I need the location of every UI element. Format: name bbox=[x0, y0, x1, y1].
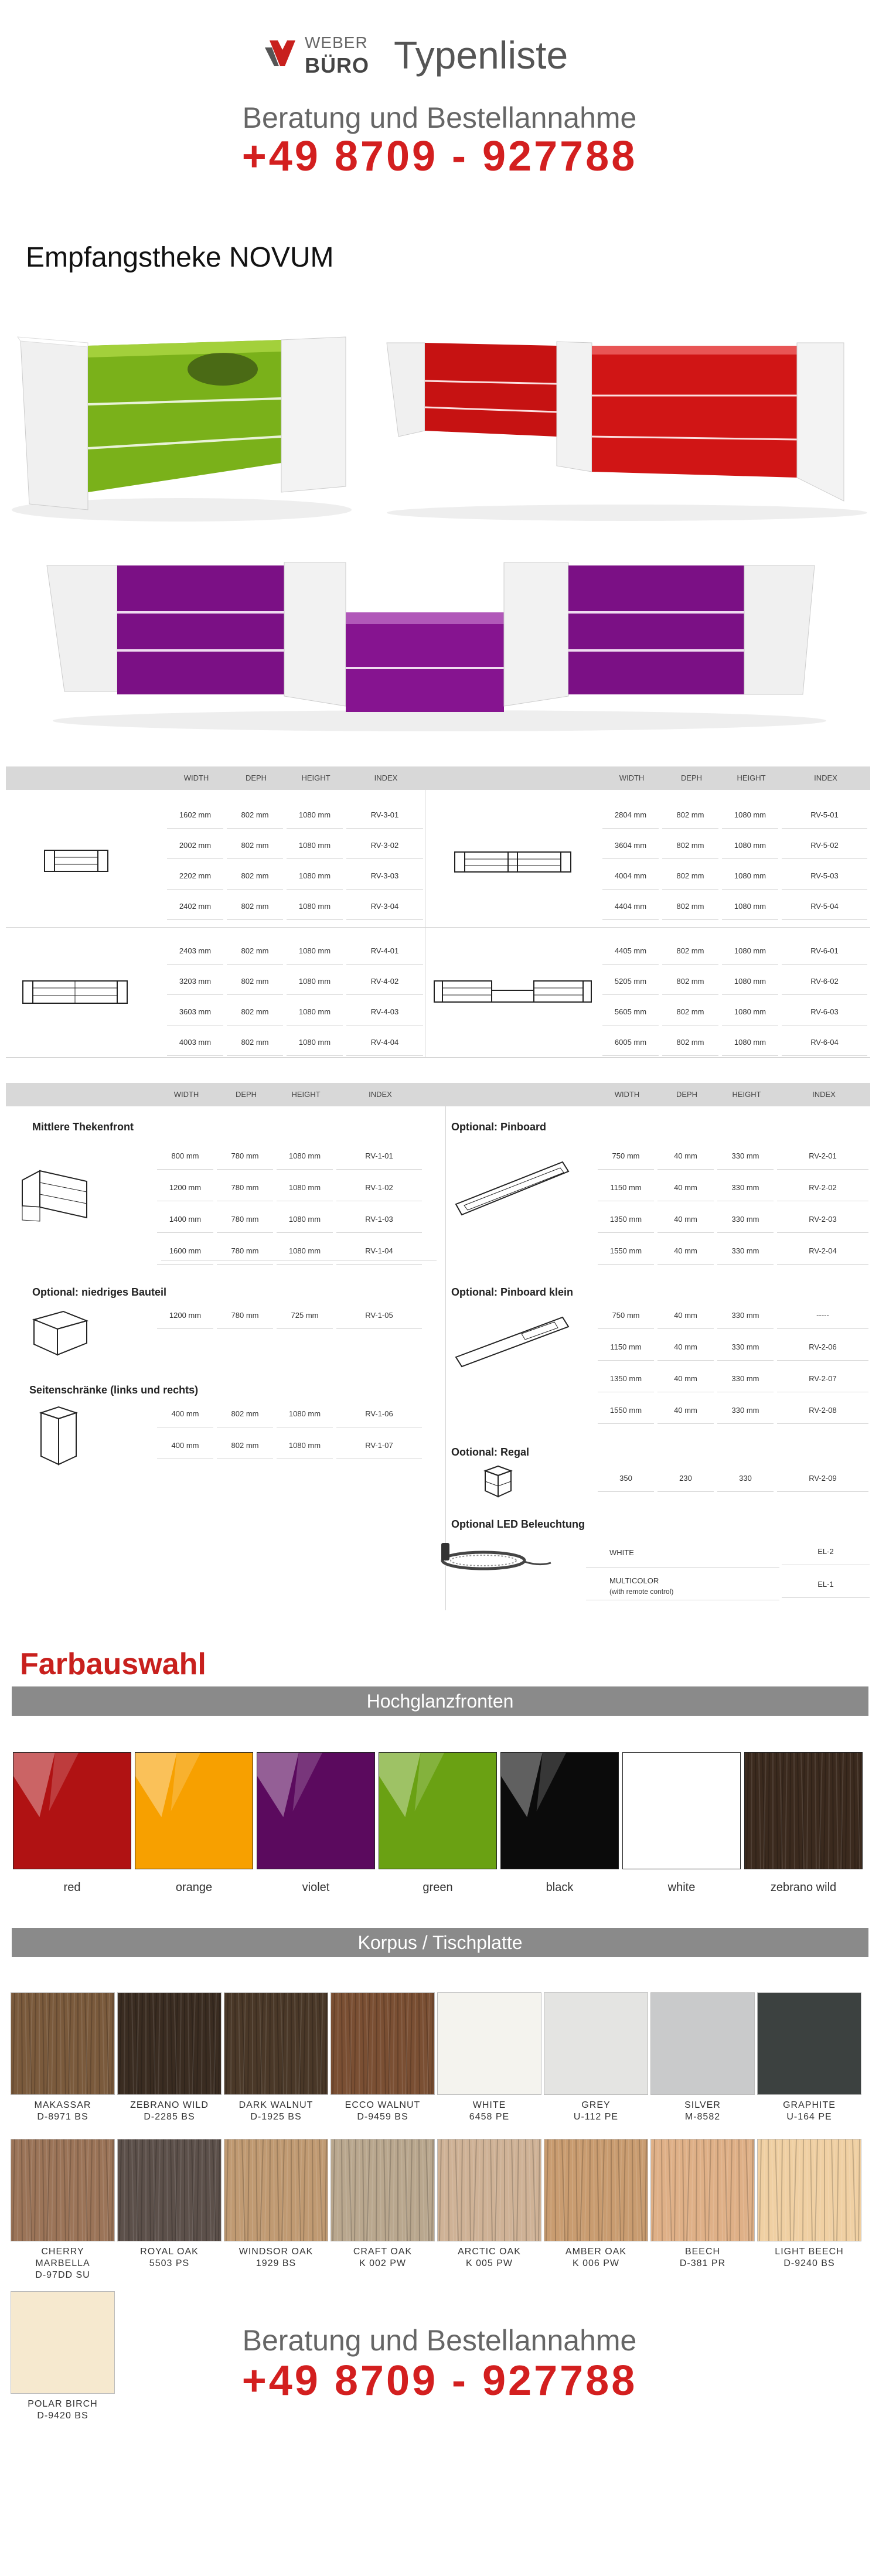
table-cell: 802 mm bbox=[227, 968, 283, 995]
korpus-swatch bbox=[11, 1992, 115, 2095]
table-cell: 3603 mm bbox=[167, 999, 223, 1025]
korpus-swatch bbox=[437, 2139, 541, 2241]
table-cell: 2402 mm bbox=[167, 893, 223, 920]
table-cell: 2804 mm bbox=[602, 802, 659, 829]
table-cell: 1080 mm bbox=[277, 1206, 333, 1233]
schematic-rv6-icon bbox=[434, 979, 592, 1004]
reception-desk-violet-image bbox=[41, 545, 838, 738]
table-cell: 4004 mm bbox=[602, 863, 659, 890]
korpus-swatch-label-line: AMBER OAK bbox=[565, 2247, 627, 2257]
reception-desk-red-image bbox=[381, 325, 873, 524]
table-cell: 780 mm bbox=[217, 1302, 273, 1329]
led-option-cell bbox=[586, 1538, 779, 1568]
korpus-swatch-label-line: D-9459 BS bbox=[357, 2112, 408, 2122]
led-option-name: WHITE bbox=[609, 1548, 634, 1557]
color-swatch-red bbox=[13, 1752, 131, 1869]
korpus-swatch bbox=[224, 1992, 328, 2095]
korpus-swatch bbox=[224, 2139, 328, 2241]
table-cell: 330 mm bbox=[717, 1334, 774, 1361]
table-cell: RV-2-07 bbox=[777, 1365, 868, 1392]
table-cell: 1602 mm bbox=[167, 802, 223, 829]
korpus-swatch-label bbox=[11, 2246, 115, 2281]
table-cell: RV-5-04 bbox=[782, 893, 867, 920]
low-module-icon bbox=[28, 1308, 93, 1361]
header-height: HEIGHT bbox=[301, 774, 331, 782]
table-cell: 1080 mm bbox=[722, 968, 778, 995]
table-cell: 230 bbox=[657, 1465, 714, 1492]
header-width: WIDTH bbox=[183, 774, 209, 782]
korpus-swatch-label-line: U-164 PE bbox=[786, 2112, 832, 2122]
table-cell: RV-1-01 bbox=[336, 1143, 422, 1170]
table-cell: 780 mm bbox=[217, 1206, 273, 1233]
table-cell: 802 mm bbox=[227, 938, 283, 965]
farbauswahl-title: Farbauswahl bbox=[20, 1647, 206, 1681]
korpus-swatch bbox=[11, 2139, 115, 2241]
reception-desk-green-image bbox=[6, 316, 357, 527]
table-cell: RV-3-01 bbox=[346, 802, 423, 829]
table-cell: 4404 mm bbox=[602, 893, 659, 920]
korpus-swatch-label-line: K 002 PW bbox=[359, 2258, 407, 2268]
led-option-sub: (with remote control) bbox=[609, 1587, 674, 1596]
table-cell: 5205 mm bbox=[602, 968, 659, 995]
led-strip-icon bbox=[437, 1538, 554, 1579]
table-cell: 40 mm bbox=[657, 1206, 714, 1233]
color-swatch-label: zebrano wild bbox=[770, 1881, 837, 1894]
korpus-swatch bbox=[757, 1992, 861, 2095]
table-cell: RV-4-01 bbox=[346, 938, 423, 965]
led-option-cell bbox=[586, 1571, 779, 1600]
table-cell: RV-6-03 bbox=[782, 999, 867, 1025]
korpus-swatch-label bbox=[11, 2100, 115, 2123]
header-depth-r2: DEPH bbox=[676, 1090, 698, 1099]
table-cell: 40 mm bbox=[657, 1238, 714, 1265]
table-cell: RV-1-03 bbox=[336, 1206, 422, 1233]
table-cell: RV-2-08 bbox=[777, 1397, 868, 1424]
color-swatch-label: black bbox=[546, 1881, 574, 1894]
header-index-r2: INDEX bbox=[812, 1090, 836, 1099]
korpus-swatch bbox=[117, 1992, 222, 2095]
korpus-swatch-label-line: WINDSOR OAK bbox=[239, 2247, 314, 2257]
pinboard-small-icon bbox=[451, 1313, 574, 1371]
table-cell: RV-4-03 bbox=[346, 999, 423, 1025]
korpus-swatch-label-line: K 006 PW bbox=[572, 2258, 620, 2268]
phone-top: +49 8709 - 927788 bbox=[241, 133, 638, 180]
table-cell: 40 mm bbox=[657, 1365, 714, 1392]
korpus-swatch-label bbox=[650, 2100, 755, 2123]
table-cell: 1200 mm bbox=[157, 1174, 213, 1201]
led-option-name: MULTICOLOR bbox=[609, 1576, 659, 1585]
table-cell: RV-6-01 bbox=[782, 938, 867, 965]
table-cell: RV-3-04 bbox=[346, 893, 423, 920]
korpus-swatch-label-line: CHERRY bbox=[41, 2247, 84, 2257]
label-mittlere-thekenfront: Mittlere Thekenfront bbox=[32, 1121, 134, 1133]
table-cell: EL-1 bbox=[782, 1571, 870, 1598]
schematic-rv5-icon bbox=[454, 849, 571, 874]
korpus-swatch-label bbox=[331, 2246, 435, 2270]
table-cell: 1350 mm bbox=[598, 1206, 654, 1233]
table-cell: 802 mm bbox=[662, 968, 718, 995]
table-cell: 750 mm bbox=[598, 1143, 654, 1170]
korpus-swatch-label-line: ROYAL OAK bbox=[140, 2247, 199, 2257]
table-cell: 802 mm bbox=[227, 863, 283, 890]
shelf-icon bbox=[481, 1464, 516, 1499]
table-cell: 780 mm bbox=[217, 1143, 273, 1170]
color-swatch-label: orange bbox=[175, 1881, 213, 1894]
table-cell: 350 bbox=[598, 1465, 654, 1492]
table-cell: 1080 mm bbox=[287, 832, 343, 859]
table-cell: 2202 mm bbox=[167, 863, 223, 890]
spec-upper-header bbox=[6, 766, 870, 790]
color-swatch-label: red bbox=[63, 1881, 81, 1894]
brand-line1: WEBER bbox=[305, 33, 368, 52]
table-cell: 2002 mm bbox=[167, 832, 223, 859]
korpus-swatch-label-line: D-9240 BS bbox=[783, 2258, 835, 2268]
korpus-swatch-label-line: ECCO WALNUT bbox=[345, 2100, 421, 2110]
korpus-swatch-label bbox=[117, 2100, 222, 2123]
table-cell: 330 mm bbox=[717, 1143, 774, 1170]
label-led: Optional LED Beleuchtung bbox=[451, 1518, 585, 1530]
korpus-swatch-label-line: K 005 PW bbox=[465, 2258, 513, 2268]
table-cell: 330 mm bbox=[717, 1174, 774, 1201]
table-cell: 1550 mm bbox=[598, 1238, 654, 1265]
table-cell: RV-1-02 bbox=[336, 1174, 422, 1201]
spec-lower-header bbox=[6, 1083, 870, 1106]
korpus-swatch-label-line: 5503 PS bbox=[149, 2258, 190, 2268]
table-cell: 1080 mm bbox=[287, 938, 343, 965]
table-cell: 750 mm bbox=[598, 1302, 654, 1329]
table-cell: 1080 mm bbox=[277, 1432, 333, 1459]
table-cell: RV-6-04 bbox=[782, 1029, 867, 1056]
color-swatch-label: white bbox=[667, 1881, 696, 1894]
korpus-swatch-label-line: ARCTIC OAK bbox=[458, 2247, 521, 2257]
korpus-swatch-label bbox=[224, 2246, 328, 2270]
pinboard-icon bbox=[451, 1157, 574, 1222]
table-cell: 330 mm bbox=[717, 1206, 774, 1233]
front-module-icon bbox=[16, 1165, 93, 1229]
table-cell: 1350 mm bbox=[598, 1365, 654, 1392]
color-swatch-label: green bbox=[423, 1881, 453, 1894]
korpus-swatch-label-line: GRAPHITE bbox=[783, 2100, 836, 2110]
table-cell: 802 mm bbox=[227, 1029, 283, 1056]
table-cell: 400 mm bbox=[157, 1401, 213, 1427]
korpus-swatch-label-line: CRAFT OAK bbox=[353, 2247, 413, 2257]
table-cell: 4003 mm bbox=[167, 1029, 223, 1056]
table-cell: 1080 mm bbox=[722, 832, 778, 859]
color-swatch-green bbox=[379, 1752, 497, 1869]
table-cell: RV-2-06 bbox=[777, 1334, 868, 1361]
korpus-swatch-label-line: SILVER bbox=[684, 2100, 721, 2110]
korpus-swatch-label-line: 1929 BS bbox=[255, 2258, 297, 2268]
color-swatch-zebrano-wild bbox=[744, 1752, 863, 1869]
table-cell: 1080 mm bbox=[722, 999, 778, 1025]
table-cell: RV-2-09 bbox=[777, 1465, 868, 1492]
table-cell: 1600 mm bbox=[157, 1238, 213, 1265]
table-cell: RV-5-01 bbox=[782, 802, 867, 829]
table-cell: RV-4-02 bbox=[346, 968, 423, 995]
korpus-swatch-label-line: MARBELLA bbox=[35, 2258, 90, 2268]
table-cell: 802 mm bbox=[662, 863, 718, 890]
korpus-swatch-label bbox=[224, 2100, 328, 2123]
label-pinboard: Optional: Pinboard bbox=[451, 1121, 546, 1133]
table-cell: 40 mm bbox=[657, 1143, 714, 1170]
korpus-swatch-label-line: POLAR BIRCH bbox=[28, 2399, 98, 2409]
color-swatch-black bbox=[500, 1752, 619, 1869]
korpus-swatch-label-line: DARK WALNUT bbox=[239, 2100, 314, 2110]
color-swatch-white bbox=[622, 1752, 741, 1869]
korpus-swatch bbox=[650, 2139, 755, 2241]
table-cell: 780 mm bbox=[217, 1238, 273, 1265]
table-cell: 802 mm bbox=[662, 938, 718, 965]
brand-mark-icon bbox=[264, 39, 301, 69]
korpus-swatch-label bbox=[117, 2246, 222, 2270]
table-cell: 3203 mm bbox=[167, 968, 223, 995]
label-seitenschraenke: Seitenschränke (links und rechts) bbox=[29, 1384, 199, 1396]
table-cell: 40 mm bbox=[657, 1302, 714, 1329]
header-depth: DEPH bbox=[245, 774, 267, 782]
consult-text-top: Beratung und Bestellannahme bbox=[242, 101, 637, 134]
table-cell: 400 mm bbox=[157, 1432, 213, 1459]
header-index-r: INDEX bbox=[814, 774, 837, 782]
korpus-swatch-label-line: WHITE bbox=[472, 2100, 506, 2110]
table-cell: 330 mm bbox=[717, 1302, 774, 1329]
table-cell: RV-2-02 bbox=[777, 1174, 868, 1201]
label-niedriges-bauteil: Optional: niedriges Bauteil bbox=[32, 1286, 167, 1298]
korpus-swatch-label bbox=[757, 2100, 861, 2123]
korpus-swatch-label-line: BEECH bbox=[684, 2247, 721, 2257]
table-cell: 40 mm bbox=[657, 1174, 714, 1201]
table-cell: 1080 mm bbox=[287, 1029, 343, 1056]
table-cell: 330 bbox=[717, 1465, 774, 1492]
table-cell: 1080 mm bbox=[287, 863, 343, 890]
table-cell: 1080 mm bbox=[287, 893, 343, 920]
korpus-swatch-label bbox=[650, 2246, 755, 2270]
table-cell: EL-2 bbox=[782, 1538, 870, 1565]
color-swatch-violet bbox=[257, 1752, 375, 1869]
korpus-swatch-label bbox=[331, 2100, 435, 2123]
header-height-r2: HEIGHT bbox=[732, 1090, 761, 1099]
table-cell: 1080 mm bbox=[287, 999, 343, 1025]
table-cell: 802 mm bbox=[217, 1432, 273, 1459]
table-cell: 1150 mm bbox=[598, 1334, 654, 1361]
table-divider bbox=[445, 1106, 446, 1610]
table-cell: 1080 mm bbox=[722, 1029, 778, 1056]
korpus-swatch-label bbox=[544, 2246, 648, 2270]
table-cell: 4405 mm bbox=[602, 938, 659, 965]
korpus-swatch-label-line: ZEBRANO WILD bbox=[130, 2100, 209, 2110]
table-cell: 1080 mm bbox=[277, 1174, 333, 1201]
table-cell: 3604 mm bbox=[602, 832, 659, 859]
table-cell: 330 mm bbox=[717, 1238, 774, 1265]
korpus-swatch-label-line: U-112 PE bbox=[573, 2112, 619, 2122]
table-cell: 802 mm bbox=[227, 832, 283, 859]
table-cell: 1080 mm bbox=[277, 1238, 333, 1265]
header-height-r: HEIGHT bbox=[737, 774, 766, 782]
korpus-swatch-label-line: GREY bbox=[581, 2100, 611, 2110]
table-cell: RV-4-04 bbox=[346, 1029, 423, 1056]
table-cell: 5605 mm bbox=[602, 999, 659, 1025]
table-cell: 1080 mm bbox=[287, 802, 343, 829]
table-cell: 1400 mm bbox=[157, 1206, 213, 1233]
doc-title: Typenliste bbox=[394, 33, 568, 77]
korpus-swatch-label bbox=[544, 2100, 648, 2123]
table-cell: 802 mm bbox=[227, 999, 283, 1025]
color-swatch-label: violet bbox=[302, 1881, 330, 1894]
table-cell: 802 mm bbox=[662, 893, 718, 920]
table-cell: RV-5-02 bbox=[782, 832, 867, 859]
table-cell: 1150 mm bbox=[598, 1174, 654, 1201]
korpus-bar: Korpus / Tischplatte bbox=[12, 1928, 868, 1957]
header-width-r: WIDTH bbox=[619, 774, 645, 782]
header-depth-r: DEPH bbox=[680, 774, 703, 782]
label-regal: Ootional: Regal bbox=[451, 1446, 530, 1458]
table-cell: 1080 mm bbox=[287, 968, 343, 995]
korpus-swatch-label bbox=[757, 2246, 861, 2270]
table-cell: 1080 mm bbox=[722, 863, 778, 890]
table-cell: 802 mm bbox=[662, 999, 718, 1025]
table-cell: RV-1-07 bbox=[336, 1432, 422, 1459]
korpus-swatch bbox=[437, 1992, 541, 2095]
table-cell: 802 mm bbox=[662, 1029, 718, 1056]
korpus-swatch-label-line: 6458 PE bbox=[469, 2112, 510, 2122]
korpus-swatch-label-line: D-97DD SU bbox=[35, 2270, 90, 2280]
schematic-rv3-icon bbox=[44, 847, 108, 874]
table-cell: 330 mm bbox=[717, 1397, 774, 1424]
table-cell: RV-3-02 bbox=[346, 832, 423, 859]
consult-text-bottom: Beratung und Bestellannahme bbox=[242, 2324, 637, 2357]
table-cell: 1080 mm bbox=[722, 802, 778, 829]
side-cabinet-icon bbox=[35, 1403, 82, 1468]
phone-bottom: +49 8709 - 927788 bbox=[241, 2357, 638, 2404]
table-cell: 40 mm bbox=[657, 1334, 714, 1361]
table-cell: RV-2-01 bbox=[777, 1143, 868, 1170]
header-width-r2: WIDTH bbox=[614, 1090, 640, 1099]
table-cell: RV-1-04 bbox=[336, 1238, 422, 1265]
table-cell: RV-2-04 bbox=[777, 1238, 868, 1265]
korpus-swatch-label-line: LIGHT BEECH bbox=[775, 2247, 844, 2257]
table-cell: 802 mm bbox=[662, 802, 718, 829]
table-cell: RV-2-03 bbox=[777, 1206, 868, 1233]
table-cell: RV-5-03 bbox=[782, 863, 867, 890]
table-cell: 1080 mm bbox=[722, 938, 778, 965]
label-pinboard-klein: Optional: Pinboard klein bbox=[451, 1286, 574, 1298]
korpus-swatch-label-line: D-1925 BS bbox=[250, 2112, 302, 2122]
table-cell: RV-3-03 bbox=[346, 863, 423, 890]
korpus-swatch-label bbox=[437, 2246, 541, 2270]
product-title: Empfangstheke NOVUM bbox=[26, 242, 334, 273]
table-cell: 2403 mm bbox=[167, 938, 223, 965]
brand-line2: BÜRO bbox=[305, 53, 369, 77]
table-cell: 1200 mm bbox=[157, 1302, 213, 1329]
header-depth-l2: DEPH bbox=[235, 1090, 257, 1099]
table-cell: 6005 mm bbox=[602, 1029, 659, 1056]
table-cell: RV-1-05 bbox=[336, 1302, 422, 1329]
brand-logo bbox=[264, 32, 369, 79]
table-cell: 1080 mm bbox=[277, 1143, 333, 1170]
table-cell: 802 mm bbox=[662, 832, 718, 859]
korpus-swatch-label-line: D-9420 BS bbox=[37, 2411, 88, 2421]
table-cell: 802 mm bbox=[227, 802, 283, 829]
korpus-swatch-label-line: D-381 PR bbox=[679, 2258, 726, 2268]
schematic-rv4-icon bbox=[22, 979, 128, 1006]
table-cell: ----- bbox=[777, 1302, 868, 1329]
color-swatch-orange bbox=[135, 1752, 253, 1869]
korpus-swatch-label-line: D-2285 BS bbox=[144, 2112, 195, 2122]
table-cell: 780 mm bbox=[217, 1174, 273, 1201]
header-height-l2: HEIGHT bbox=[291, 1090, 321, 1099]
korpus-swatch-label-line: MAKASSAR bbox=[34, 2100, 91, 2110]
korpus-swatch bbox=[544, 2139, 648, 2241]
table-cell: RV-6-02 bbox=[782, 968, 867, 995]
korpus-swatch bbox=[757, 2139, 861, 2241]
table-divider bbox=[6, 927, 870, 928]
table-cell: 725 mm bbox=[277, 1302, 333, 1329]
korpus-swatch bbox=[331, 1992, 435, 2095]
korpus-swatch bbox=[117, 2139, 222, 2241]
table-cell: 802 mm bbox=[217, 1401, 273, 1427]
table-cell: RV-1-06 bbox=[336, 1401, 422, 1427]
hochglanz-bar: Hochglanzfronten bbox=[12, 1686, 868, 1716]
korpus-swatch bbox=[331, 2139, 435, 2241]
korpus-swatch-label bbox=[437, 2100, 541, 2123]
korpus-swatch-label-line: M-8582 bbox=[684, 2112, 721, 2122]
header-index-l2: INDEX bbox=[369, 1090, 392, 1099]
korpus-swatch bbox=[650, 1992, 755, 2095]
table-divider bbox=[6, 1057, 870, 1058]
korpus-swatch-label-line: D-8971 BS bbox=[37, 2112, 88, 2122]
header-index: INDEX bbox=[374, 774, 398, 782]
table-cell: 40 mm bbox=[657, 1397, 714, 1424]
korpus-swatch bbox=[544, 1992, 648, 2095]
table-cell: 1080 mm bbox=[277, 1401, 333, 1427]
table-cell: 330 mm bbox=[717, 1365, 774, 1392]
table-cell: 1080 mm bbox=[722, 893, 778, 920]
table-cell: 802 mm bbox=[227, 893, 283, 920]
header-width-l2: WIDTH bbox=[173, 1090, 199, 1099]
table-cell: 800 mm bbox=[157, 1143, 213, 1170]
table-cell: 1550 mm bbox=[598, 1397, 654, 1424]
